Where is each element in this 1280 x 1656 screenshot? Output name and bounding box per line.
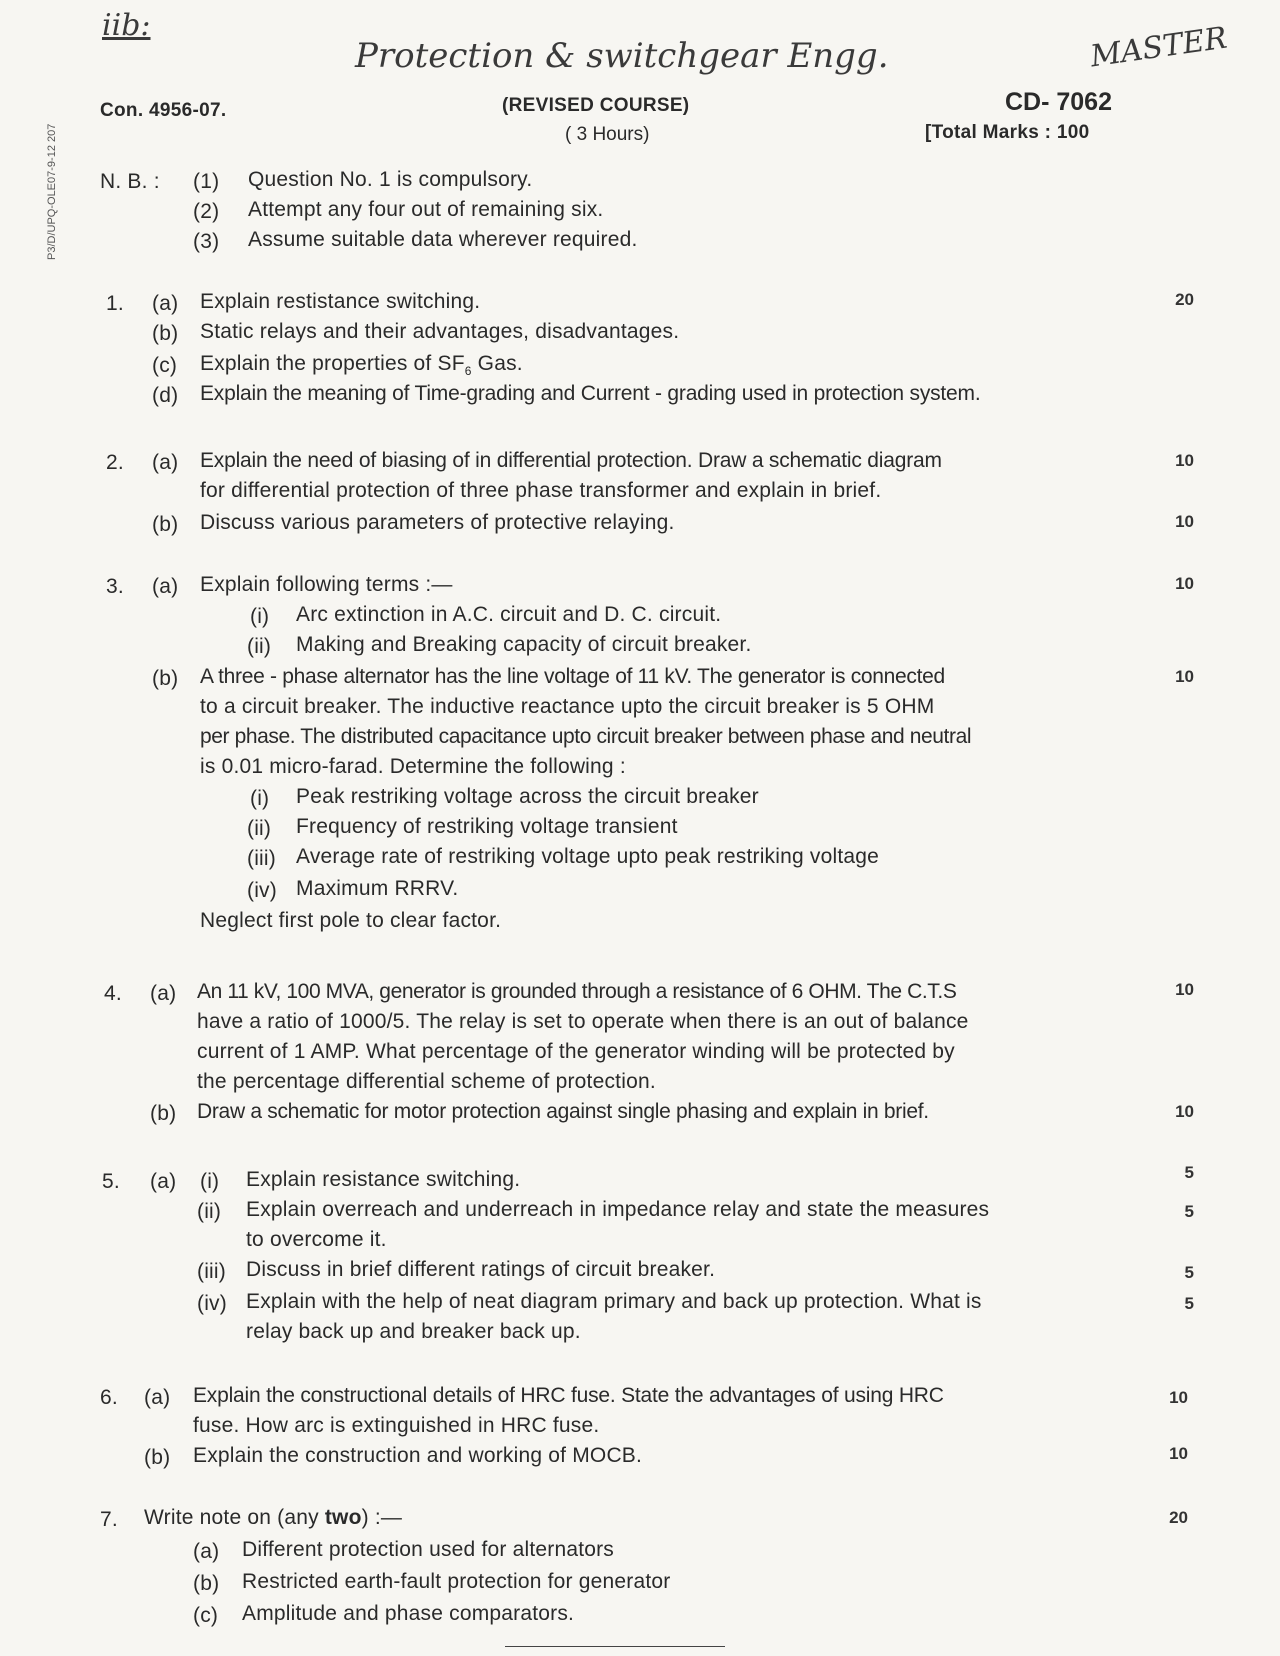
q4-a-label: (a) [150,982,177,1005]
q3-b-iii-label: (iii) [247,847,276,870]
q1-c-label: (c) [152,354,178,377]
q1-number: 1. [106,292,124,315]
q3-b-i-label: (i) [250,787,270,810]
q1-c-text-pre: Explain the properties of SF [200,352,465,375]
q2-b-text: Discuss various parameters of protective relaying. [200,511,675,534]
q5-a-i-text: Explain resistance switching. [246,1168,521,1191]
q7-text-post: ) :— [361,1506,403,1529]
q1-b-label: (b) [152,322,179,345]
handwritten-master-note: MASTER [1088,20,1230,75]
q7-text-pre: Write note on (any [144,1506,325,1529]
nb-item-3-num: (3) [193,230,220,253]
q5-a-iv-line-1: Explain with the help of neat diagram primary and back up protection. What is [246,1290,982,1313]
q1-d-text: Explain the meaning of Time-grading and Current - grading used in protection system. [200,382,981,405]
q3-b-footer: Neglect first pole to clear factor. [200,909,502,932]
course-label: (REVISED COURSE) [502,95,690,116]
q2-b-marks: 10 [1175,512,1194,531]
q3-a-i-text: Arc extinction in A.C. circuit and D. C. circuit. [296,603,722,626]
q2-a-label: (a) [152,451,179,474]
handwritten-subject-title: Protection & switchgear Engg. [355,36,889,76]
q5-a-iii-label: (iii) [197,1260,226,1283]
q5-a-i-marks: 5 [1184,1163,1194,1182]
q4-b-label: (b) [150,1102,177,1125]
q4-b-marks: 10 [1175,1102,1194,1121]
q1-d-label: (d) [152,384,179,407]
paper-code: CD- 7062 [1005,88,1112,116]
q5-a-label: (a) [150,1170,177,1193]
q7-text [144,1506,402,1530]
q5-a-iv-marks: 5 [1184,1294,1194,1313]
q3-a-text: Explain following terms :— [200,573,453,596]
nb-label: N. B. : [100,170,160,193]
q6-a-line-2: fuse. How arc is extinguished in HRC fuse. [193,1414,600,1437]
q4-a-line-3: current of 1 AMP. What percentage of the generator winding will be protected by [197,1040,955,1063]
nb-item-1: Question No. 1 is compulsory. [248,168,533,191]
q4-a-line-1: An 11 kV, 100 MVA, generator is grounded through a resistance of 6 OHM. The C.T.S [197,980,957,1003]
q3-b-label: (b) [152,667,179,690]
q3-a-ii-text: Making and Breaking capacity of circuit breaker. [296,633,752,656]
q3-b-line-4: is 0.01 micro-farad. Determine the following : [200,755,626,778]
nb-item-2-num: (2) [193,200,220,223]
q3-b-marks: 10 [1175,667,1194,686]
q5-a-i-label: (i) [200,1170,220,1193]
q2-b-label: (b) [152,513,179,536]
con-number: Con. 4956-07. [100,100,227,121]
q6-b-label: (b) [144,1446,171,1469]
q5-a-ii-label: (ii) [197,1200,222,1223]
q6-a-marks: 10 [1169,1388,1188,1407]
q1-marks: 20 [1175,290,1194,309]
q3-b-line-1: A three - phase alternator has the line voltage of 11 kV. The generator is connected [200,665,945,688]
q4-a-marks: 10 [1175,980,1194,999]
q5-a-ii-line-2: to overcome it. [246,1228,387,1251]
q3-a-i-label: (i) [250,605,270,628]
q5-number: 5. [102,1170,120,1193]
q5-a-iv-label: (iv) [197,1292,227,1315]
q3-a-ii-label: (ii) [247,635,272,658]
q7-c-text: Amplitude and phase comparators. [242,1602,575,1625]
handwritten-note-top-left: iib: [102,8,151,43]
q3-b-i-text: Peak restriking voltage across the circuit breaker [296,785,759,808]
q3-b-iii-text: Average rate of restriking voltage upto peak restriking voltage [296,845,880,868]
q5-a-ii-marks: 5 [1184,1202,1194,1221]
q1-a-label: (a) [152,292,179,315]
q1-a-text: Explain restistance switching. [200,290,481,313]
q2-a-marks: 10 [1175,451,1194,470]
q7-number: 7. [100,1508,118,1531]
q7-marks: 20 [1169,1508,1188,1527]
q3-b-ii-text: Frequency of restriking voltage transient [296,815,678,838]
q3-number: 3. [106,575,124,598]
q5-a-iv-line-2: relay back up and breaker back up. [246,1320,581,1343]
q2-number: 2. [106,451,124,474]
q3-b-line-2: to a circuit breaker. The inductive reactance upto the circuit breaker is 5 OHM [200,695,935,718]
q6-number: 6. [100,1386,118,1409]
q6-a-label: (a) [144,1386,171,1409]
q5-a-ii-line-1: Explain overreach and underreach in impedance relay and state the measures [246,1198,990,1221]
q6-b-text: Explain the construction and working of MOCB. [193,1444,643,1467]
exam-duration: ( 3 Hours) [565,124,650,145]
q7-b-label: (b) [193,1572,220,1595]
q7-b-text: Restricted earth-fault protection for generator [242,1570,671,1593]
q1-c-subscript: 6 [464,364,472,379]
total-marks: [Total Marks : 100 [925,122,1090,143]
q4-a-line-4: the percentage differential scheme of protection. [197,1070,656,1093]
end-rule [505,1646,725,1647]
q3-b-line-3: per phase. The distributed capacitance upto circuit breaker between phase and neutral [200,725,972,748]
q2-a-line-1: Explain the need of biasing of in differential protection. Draw a schematic diagram [200,449,942,472]
q4-a-line-2: have a ratio of 1000/5. The relay is set to operate when there is an out of balance [197,1010,969,1033]
q3-b-iv-text: Maximum RRRV. [296,877,459,900]
q6-b-marks: 10 [1169,1444,1188,1463]
side-print-code: P3/D/UPQ-OLE07-9-12 207 [46,123,58,260]
q7-a-text: Different protection used for alternators [242,1538,615,1561]
nb-item-1-num: (1) [193,170,220,193]
q6-a-line-1: Explain the constructional details of HRC fuse. State the advantages of using HRC [193,1384,944,1407]
q5-a-iii-text: Discuss in brief different ratings of circuit breaker. [246,1258,716,1281]
q3-b-iv-label: (iv) [247,879,277,902]
q3-b-ii-label: (ii) [247,817,272,840]
q1-c-text [200,352,523,378]
q5-a-iii-marks: 5 [1184,1263,1194,1282]
q1-b-text: Static relays and their advantages, disadvantages. [200,320,680,343]
q3-a-marks: 10 [1175,574,1194,593]
nb-item-3: Assume suitable data wherever required. [248,228,638,251]
q7-text-bold: two [324,1506,362,1529]
q7-c-label: (c) [193,1604,219,1627]
q7-a-label: (a) [193,1540,220,1563]
q3-a-label: (a) [152,575,179,598]
nb-item-2: Attempt any four out of remaining six. [248,198,604,221]
q4-number: 4. [104,982,122,1005]
q1-c-text-post: Gas. [471,352,523,375]
q4-b-text: Draw a schematic for motor protection against single phasing and explain in brief. [197,1100,929,1123]
q2-a-line-2: for differential protection of three phase transformer and explain in brief. [200,479,882,502]
